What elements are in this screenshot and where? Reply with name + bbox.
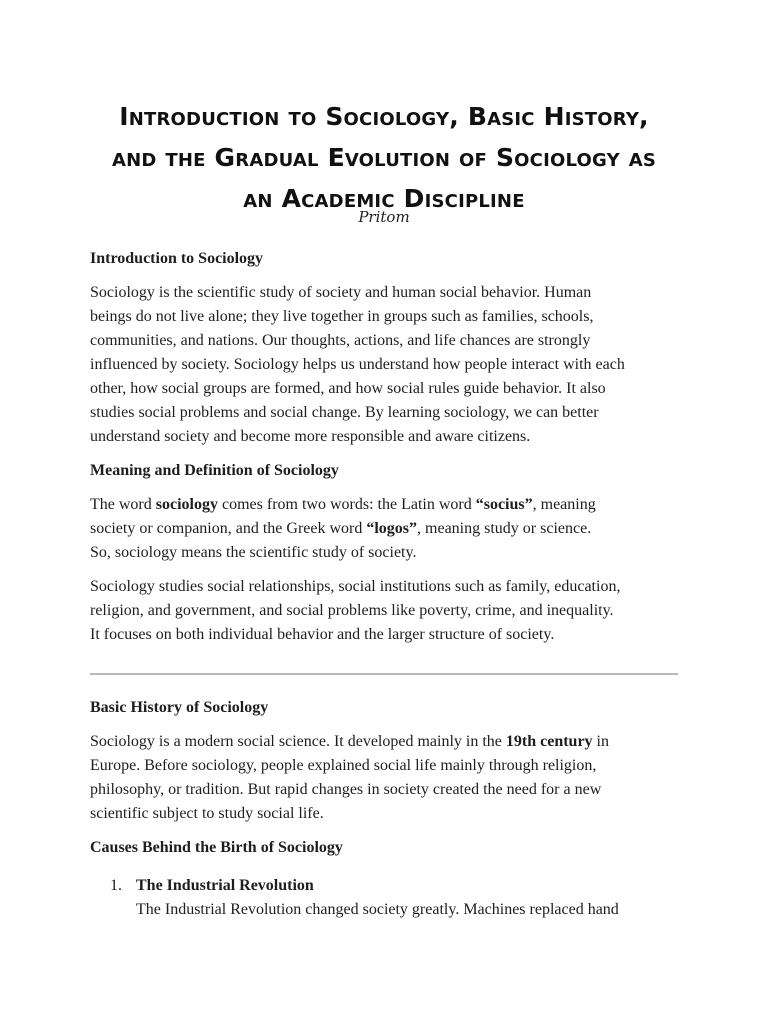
text-line: Europe. Before sociology, people explained social life mainly through religion, bbox=[90, 757, 597, 774]
text-line: influenced by society. Sociology helps us understand how people interact with each bbox=[90, 356, 625, 373]
text-line: scientific subject to study social life. bbox=[90, 805, 324, 822]
paragraph-meaning-1 bbox=[90, 493, 690, 565]
text-run: society or companion, and the Greek word bbox=[90, 520, 367, 537]
text-line: understand society and become more responsible and aware citizens. bbox=[90, 428, 531, 445]
causes-list bbox=[90, 874, 690, 922]
section-heading-causes: Causes Behind the Birth of Sociology bbox=[90, 839, 343, 856]
text-line: Sociology studies social relationships, social institutions such as family, education, bbox=[90, 578, 621, 595]
section-heading-history: Basic History of Sociology bbox=[90, 699, 269, 716]
bold-term-logos: “logos” bbox=[366, 520, 418, 537]
title-line-2: and the Gradual Evolution of Sociology as bbox=[111, 143, 657, 172]
paragraph-introduction bbox=[90, 281, 690, 449]
list-item-body bbox=[136, 874, 690, 922]
text-run: comes from two words: the Latin word bbox=[217, 496, 476, 513]
text-line: philosophy, or tradition. But rapid changes in society created the need for a new bbox=[90, 781, 602, 798]
text-run: The word bbox=[90, 496, 156, 513]
section-heading-meaning: Meaning and Definition of Sociology bbox=[90, 462, 339, 479]
text-run: Sociology is a modern social science. It developed mainly in the bbox=[90, 733, 506, 750]
document-body bbox=[90, 247, 690, 922]
list-item bbox=[110, 874, 690, 922]
section-divider bbox=[90, 673, 678, 675]
text-run: in bbox=[592, 733, 609, 750]
text-line: studies social problems and social change. By learning sociology, we can better bbox=[90, 404, 599, 421]
title-line-3: an Academic Discipline bbox=[243, 184, 525, 213]
bold-term-socius: “socius” bbox=[475, 496, 533, 513]
text-line: Sociology is the scientific study of society and human social behavior. Human bbox=[90, 284, 592, 301]
paragraph-meaning-2 bbox=[90, 575, 690, 647]
text-line bbox=[90, 517, 690, 541]
list-item-title: The Industrial Revolution bbox=[136, 877, 314, 894]
document-title bbox=[40, 96, 728, 219]
text-line: So, sociology means the scientific study of society. bbox=[90, 544, 417, 561]
text-run: , meaning study or science. bbox=[417, 520, 592, 537]
bold-term-19th-century: 19th century bbox=[505, 733, 593, 750]
text-line: other, how social groups are formed, and how social rules guide behavior. It also bbox=[90, 380, 606, 397]
list-item-text: The Industrial Revolution changed society greatly. Machines replaced hand bbox=[136, 901, 619, 918]
text-line: communities, and nations. Our thoughts, actions, and life chances are strongly bbox=[90, 332, 591, 349]
title-line-1: Introduction to Sociology, Basic History, bbox=[119, 102, 649, 131]
text-run: , meaning bbox=[532, 496, 596, 513]
bold-term-sociology: sociology bbox=[155, 496, 218, 513]
text-line: religion, and government, and social problems like poverty, crime, and inequality. bbox=[90, 602, 614, 619]
paragraph-history bbox=[90, 730, 690, 826]
list-number: 1. bbox=[110, 877, 122, 894]
text-line bbox=[90, 493, 690, 517]
text-line: beings do not live alone; they live together in groups such as families, schools, bbox=[90, 308, 594, 325]
section-heading-introduction: Introduction to Sociology bbox=[90, 250, 264, 267]
text-line: It focuses on both individual behavior and the larger structure of society. bbox=[90, 626, 555, 643]
author-signature: Pritom bbox=[358, 208, 410, 226]
text-line bbox=[90, 730, 690, 754]
